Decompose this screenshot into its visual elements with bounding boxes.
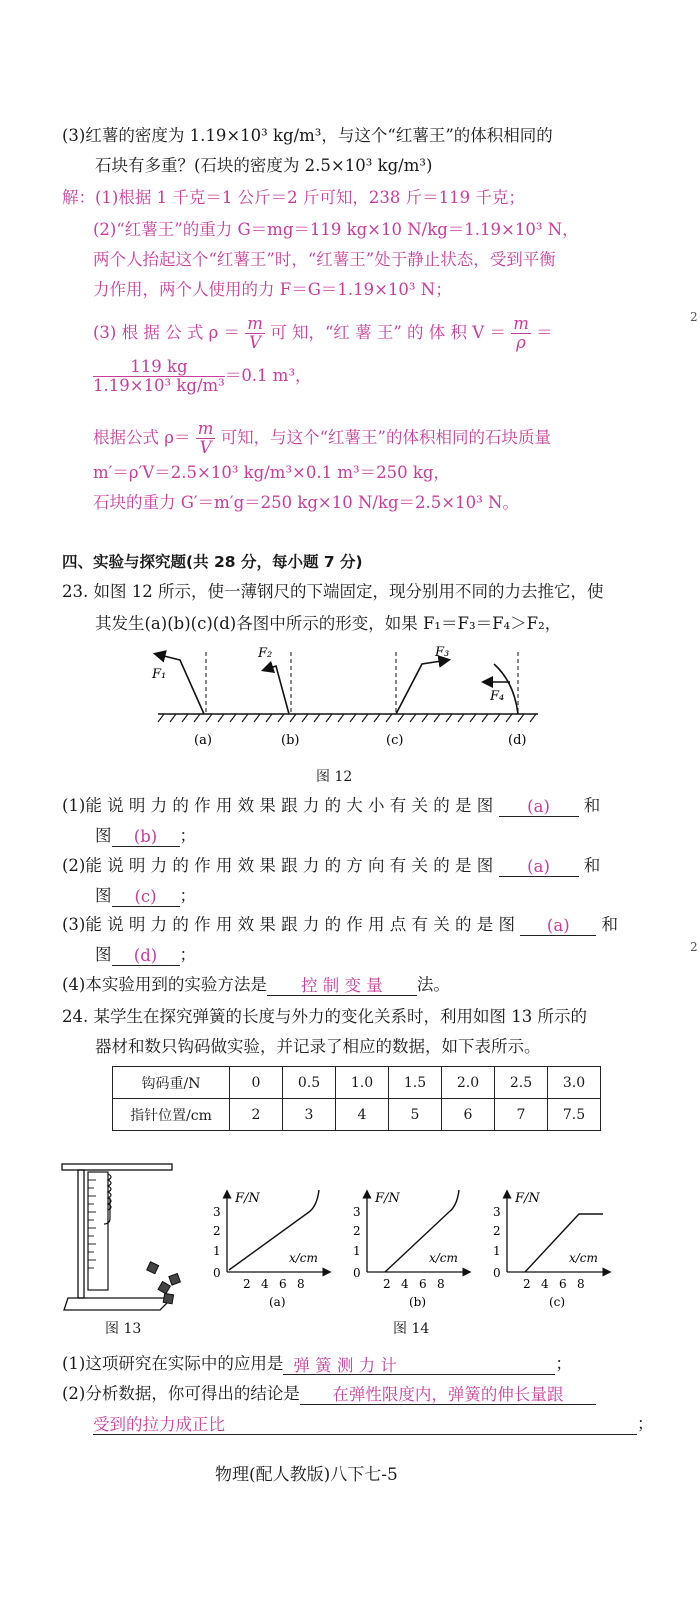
q3-line1: (3)红薯的密度为 1.19×10³ kg/m³，与这个“红薯王”的体积相同的	[62, 126, 553, 145]
solution-line1: 解：(1)根据 1 千克＝1 公斤＝2 斤可知，238 斤＝119 千克；	[62, 188, 525, 207]
svg-text:2: 2	[243, 1277, 251, 1291]
svg-text:F/N: F/N	[515, 1191, 540, 1206]
svg-text:F/N: F/N	[375, 1191, 400, 1206]
q23-line2: 其发生(a)(b)(c)(d)各图中所示的形变，如果 F₁＝F₃＝F₄＞F₂，	[95, 614, 562, 633]
svg-text:0: 0	[353, 1266, 361, 1280]
q3-line2: 石块有多重？(石块的密度为 2.5×10³ kg/m³)	[95, 156, 433, 175]
svg-text:8: 8	[297, 1277, 305, 1291]
force-f1-label: F₁	[152, 667, 167, 682]
q23-part1: (1)能 说 明 力 的 作 用 效 果 跟 力 的 大 小 有 关 的 是 图 (a) 和	[62, 796, 601, 816]
svg-text:6: 6	[419, 1277, 427, 1291]
svg-text:1: 1	[493, 1244, 501, 1258]
fig-c-label: (c)	[386, 733, 404, 748]
figure-13-apparatus	[60, 1158, 200, 1318]
q23-part2: (2)能 说 明 力 的 作 用 效 果 跟 力 的 方 向 有 关 的 是 图 (a) 和	[62, 856, 601, 876]
q23-line1: 23. 如图 12 所示，使一薄钢尺的下端固定，现分别用不同的力去推它，使	[62, 582, 604, 601]
q23-part3: (3)能 说 明 力 的 作 用 效 果 跟 力 的 作 用 点 有 关 的 是 图 (a) 和	[62, 915, 619, 935]
volume-fraction: $\frac{119 kg}{\text{1.19×10³ kg/m³}}$ ＝0.1 m³，	[93, 357, 312, 395]
svg-text:4: 4	[541, 1277, 549, 1291]
svg-text:F/N: F/N	[235, 1191, 260, 1206]
fig-d-label: (d)	[508, 733, 527, 748]
formula-mid: 可 知，“红 薯 王” 的 体 积 V ＝	[270, 323, 506, 342]
fig-a-label: (a)	[194, 733, 212, 748]
figure-13-caption: 图 13	[105, 1321, 142, 1337]
svg-text:0: 0	[493, 1266, 501, 1280]
section-title: 四、实验与探究题(共 28 分，每小题 7 分)	[62, 553, 363, 571]
data-table	[112, 1066, 601, 1131]
q24-line2: 器材和数只钩码做实验，并记录了相应的数据，如下表所示。	[95, 1037, 541, 1056]
figure-14-caption: 图 14	[393, 1321, 430, 1337]
q23-part4: (4)本实验用到的实验方法是 控 制 变 量 法。	[62, 975, 450, 995]
fraction-m-over-v: $\frac{m}{V}$	[247, 314, 263, 352]
solution-line9: 石块的重力 G′＝m′g＝250 kg×10 N/kg＝2.5×10³ N。	[93, 493, 519, 512]
force-f4-label: F₄	[490, 689, 505, 704]
force-f2-label: F₂	[258, 646, 273, 661]
solution-line7: 根据公式 ρ＝ $\frac{m}{V}$ 可知，与这个“红薯王”的体积相同的石块质量	[93, 419, 551, 457]
answer-blank[interactable]: (a)	[520, 915, 596, 936]
answer-blank[interactable]: (b)	[112, 826, 180, 847]
svg-text:6: 6	[279, 1277, 287, 1291]
edge-mark: 2	[690, 940, 698, 954]
solution-line2: (2)“红薯王”的重力 G＝mg＝119 kg×10 N/kg＝1.19×10³ N，	[93, 220, 579, 239]
figure-12-diagram	[150, 640, 550, 755]
answer-blank[interactable]: (a)	[499, 796, 579, 817]
svg-text:(c): (c)	[549, 1295, 566, 1309]
figure-12-caption: 图 12	[316, 769, 353, 785]
fraction-m-over-rho: $\frac{m}{\rho}$	[513, 314, 529, 352]
q24-part1: (1)这项研究在实际中的应用是 弹 簧 测 力 计 ；	[62, 1354, 572, 1375]
svg-text:2: 2	[493, 1224, 501, 1238]
answer-blank[interactable]: (d)	[112, 945, 180, 966]
svg-text:(a): (a)	[269, 1295, 286, 1309]
force-f3-label: F₃	[435, 645, 450, 660]
q23-part3-cont: 图 (d) ；	[95, 945, 196, 965]
svg-text:8: 8	[577, 1277, 585, 1291]
svg-text:x/cm: x/cm	[289, 1251, 318, 1265]
svg-text:6: 6	[559, 1277, 567, 1291]
svg-text:0: 0	[213, 1266, 221, 1280]
svg-text:8: 8	[437, 1277, 445, 1291]
table-row: 指针位置/cm 2 3 4 5 6 7 7.5	[113, 1099, 601, 1131]
svg-text:3: 3	[213, 1205, 221, 1219]
formula-prefix: (3) 根 据 公 式 ρ ＝	[93, 323, 241, 342]
answer-blank[interactable]: 在弹性限度内，弹簧的伸长量跟	[300, 1384, 596, 1405]
answer-blank[interactable]: (a)	[499, 856, 579, 877]
svg-text:2: 2	[523, 1277, 531, 1291]
solution-line5	[93, 315, 553, 352]
q23-part2-cont: 图 (c) ；	[95, 886, 196, 906]
solution-line3: 两个人抬起这个“红薯王”时，“红薯王”处于静止状态，受到平衡	[93, 250, 556, 269]
svg-text:2: 2	[383, 1277, 391, 1291]
page-footer: 物理(配人教版)八下七-5	[215, 1465, 398, 1485]
edge-mark: 2	[690, 310, 698, 324]
svg-text:4: 4	[261, 1277, 269, 1291]
answer-blank[interactable]: 受到的拉力成正比	[93, 1414, 637, 1435]
svg-text:1: 1	[213, 1244, 221, 1258]
formula-eq: ＝	[536, 323, 553, 342]
svg-text:(b): (b)	[409, 1295, 427, 1309]
svg-text:x/cm: x/cm	[569, 1251, 598, 1265]
q24-line1: 24. 某学生在探究弹簧的长度与外力的变化关系时，利用如图 13 所示的	[62, 1007, 587, 1026]
answer-blank[interactable]: 控 制 变 量	[267, 975, 417, 996]
q24-part2: (2)分析数据，你可得出的结论是 在弹性限度内，弹簧的伸长量跟	[62, 1383, 596, 1405]
answer-blank[interactable]: 弹 簧 测 力 计	[283, 1355, 555, 1375]
solution-line4: 力作用，两个人使用的力 F＝G＝1.19×10³ N；	[93, 280, 452, 299]
table-row: 钩码重/N 0 0.5 1.0 1.5 2.0 2.5 3.0	[113, 1067, 601, 1099]
svg-text:2: 2	[213, 1224, 221, 1238]
svg-text:3: 3	[353, 1205, 361, 1219]
svg-text:2: 2	[353, 1224, 361, 1238]
svg-text:x/cm: x/cm	[429, 1251, 458, 1265]
q23-part1-cont: 图 (b) ；	[95, 826, 196, 846]
solution-line8: m′＝ρ′V＝2.5×10³ kg/m³×0.1 m³＝250 kg，	[93, 463, 450, 482]
answer-blank[interactable]: (c)	[112, 886, 180, 907]
svg-text:1: 1	[353, 1244, 361, 1258]
fig-b-label: (b)	[281, 733, 300, 748]
figure-14-graphs	[205, 1188, 625, 1316]
svg-text:3: 3	[493, 1205, 501, 1219]
q24-part2-cont: 受到的拉力成正比 ；	[93, 1414, 654, 1434]
svg-text:4: 4	[401, 1277, 409, 1291]
